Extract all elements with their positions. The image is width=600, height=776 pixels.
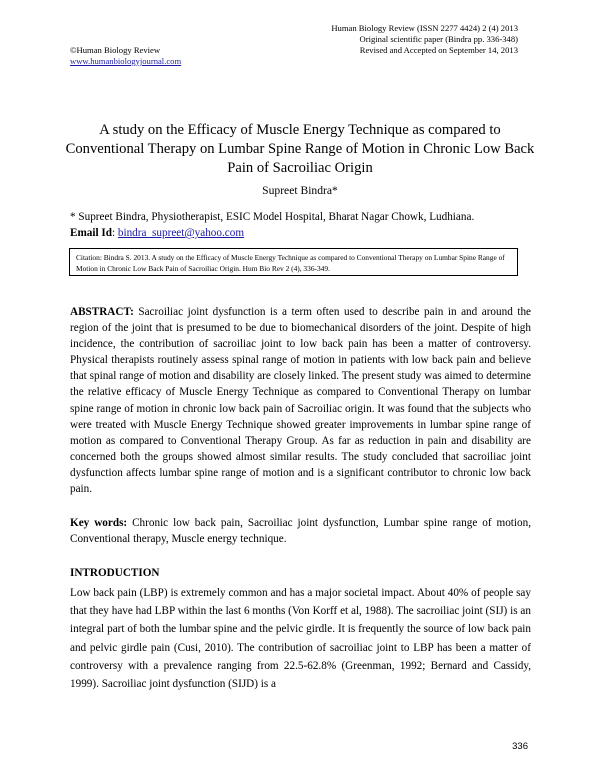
review-dates: Revised and Accepted on September 14, 2013 <box>359 45 518 55</box>
author-name: Supreet Bindra* <box>262 184 338 197</box>
keywords-label: Key words: <box>70 517 128 529</box>
page-number: 336 <box>512 741 528 752</box>
abstract-label: ABSTRACT: <box>70 306 134 318</box>
copyright: ©Human Biology Review <box>70 45 161 55</box>
abstract <box>70 304 531 497</box>
journal-website-link[interactable]: www.humanbiologyjournal.com <box>70 56 182 66</box>
paper-type: Original scientific paper (Bindra pp. 336-348) <box>359 34 518 44</box>
email-line <box>70 226 244 240</box>
journal-issue: Human Biology Review (ISSN 2277 4424) 2 (4) 2013 <box>331 23 518 33</box>
email-link[interactable]: bindra_supreet@yahoo.com <box>117 227 245 239</box>
introduction-heading: INTRODUCTION <box>70 567 160 579</box>
journal-header-left <box>70 45 181 67</box>
keywords-text: Chronic low back pain, Sacroiliac joint dysfunction, Lumbar spine range of motion, Conventional therapy, Muscle energy technique. <box>70 517 532 546</box>
abstract-text: Sacroiliac joint dysfunction is a term often used to describe pain in and around the region of the joint that is presumed to be due to biomechanical disorders of the joint. Despite of high incidence, the contribution of sacroiliac joint to low back pain has been a matter of controversy. Physical therapists routinely assess spinal range of motion in patients with low back pain and believe that spinal range of motion and disability are closely linked. The present study was aimed to determine the relative efficacy of Muscle Energy Technique as compared to Conventional Therapy on lumbar spine range of motion in chronic low back pain of Sacroiliac origin. It was found that the subjects who were treated with Muscle Energy Technique showed greater improvements in lumbar spine range of motion as compared to Conventional Therapy Group. As far as reduction in pain and disability are concerned both the groups showed almost similar results. The study concluded that sacroiliac joint dysfunction affects lumbar spine range of motion and is a significant contributor to chronic low back pain. <box>70 306 531 496</box>
journal-header-right <box>331 23 518 56</box>
introduction-text: Low back pain (LBP) is extremely common and has a major societal impact. About 40% of people say that they have had LBP within the last 6 months (Von Korff et al, 1988). The sacroiliac joint (SIJ) is an integral part of both the lumbar spine and the pelvic girdle. It is frequently the source of low back pain and pelvic girdle pain (Cusi, 2010). The contribution of sacroiliac joint to LBP has been a matter of controversy with a prevalence ranging from 22.5-62.8% (Greenman, 1992; Bernard and Cassidy, 1999). Sacroiliac joint dysfunction (SIJD) is a <box>70 587 531 691</box>
author-affiliation: * Supreet Bindra, Physiotherapist, ESIC Model Hospital, Bharat Nagar Chowk, Ludhiana. <box>70 211 475 223</box>
email-label: Email Id <box>70 227 112 239</box>
paper-title: A study on the Efficacy of Muscle Energy Technique as compared to Conventional Therapy on Lumbar Spine Range of Motion in Chronic Low Back Pain of Sacroiliac Origin <box>65 122 535 176</box>
keywords <box>70 515 531 547</box>
email-separator: : <box>111 227 118 239</box>
citation-box: Citation: Bindra S. 2013. A study on the Efficacy of Muscle Energy Technique as compared to Conventional Therapy on Lumbar Spine Range of Motion in Chronic Low Back Pain of Sacroiliac Origin. Hum Bio Rev 2 (4), 336-349. <box>69 248 518 276</box>
